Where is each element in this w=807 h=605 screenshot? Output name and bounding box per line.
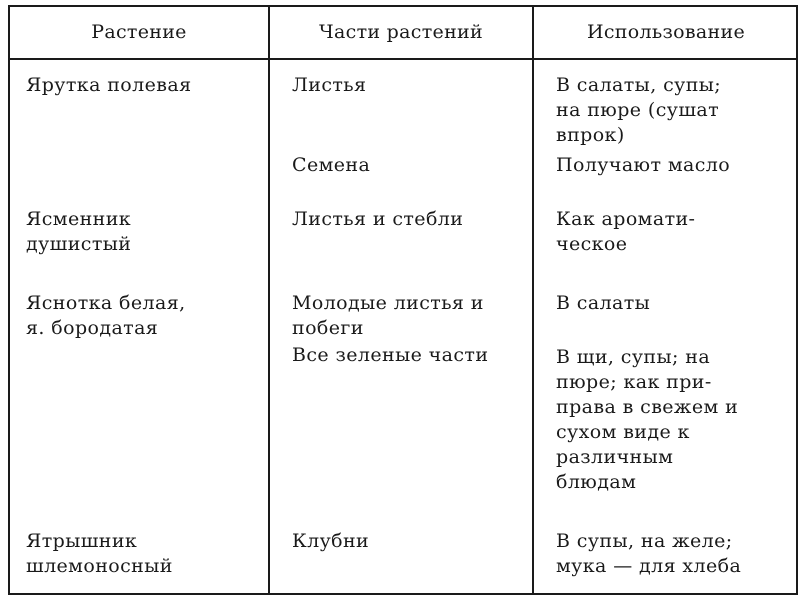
column-divider-2: [532, 7, 534, 593]
column-divider-1: [268, 7, 270, 593]
header-divider: [10, 58, 796, 60]
part-cell: Молодые листья и побеги: [292, 292, 484, 339]
usage-cell: В салаты, супы; на пюре (сушат впрок): [556, 74, 722, 146]
header-usage: Использование: [586, 21, 746, 43]
part-cell: Все зеленые части: [292, 344, 489, 366]
usage-cell: В салаты: [556, 292, 651, 314]
part-cell: Листья: [292, 74, 367, 96]
usage-cell: Получают масло: [556, 154, 731, 176]
part-cell: Клубни: [292, 530, 370, 552]
plant-cell: Ясменник душистый: [26, 208, 132, 255]
usage-cell: Как аромати- ческое: [556, 208, 696, 255]
part-cell: Листья и стебли: [292, 208, 464, 230]
plant-cell: Ярутка полевая: [26, 74, 192, 96]
plant-cell: Яснотка белая, я. бородатая: [26, 292, 186, 339]
usage-cell: В щи, супы; на пюре; как при- права в свежем и сухом виде к различным блюдам: [556, 346, 739, 493]
header-plant: Растение: [91, 21, 187, 43]
plant-cell: Ятрышник шлемоносный: [26, 530, 173, 577]
part-cell: Семена: [292, 154, 371, 176]
plants-table: [8, 5, 798, 595]
usage-cell: В супы, на желе; мука — для хлеба: [556, 530, 742, 577]
header-parts: Части растений: [319, 21, 483, 43]
